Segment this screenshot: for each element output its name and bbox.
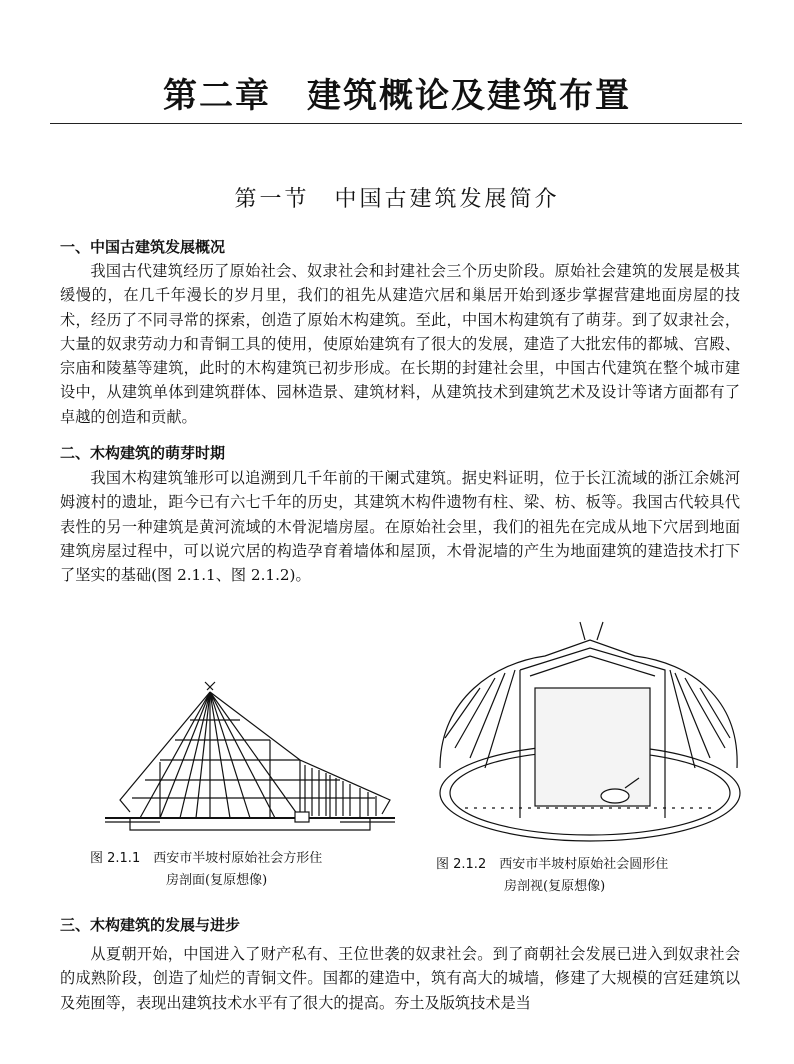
figure-caption-1 — [90, 848, 322, 892]
square-dwelling-section-illustration — [100, 680, 400, 840]
figure-number-1: 图 2.1.1 — [90, 851, 141, 866]
subsection-paragraph-1: 我国古代建筑经历了原始社会、奴隶社会和封建社会三个历史阶段。原始社会建筑的发展是极其缓慢的，在几千年漫长的岁月里，我们的祖先从建造穴居和巢居开始到逐步掌握营建地面房屋的技术，经历了不同寻常的探索，创造了原始木构建筑。至此，中国木构建筑有了萌芽。到了奴隶社会，大量的奴隶劳动力和青铜工具的使用，使原始建筑有了很大的发展，建造了大批宏伟的都城、宫殿、宗庙和陵墓等建筑，此时的木构建筑已初步形成。在长期的封建社会里，中国古代建筑在整个城市建设中，从建筑单体到建筑群体、园林造景、建筑材料，从建筑技术到建筑艺术及设计等诸方面都有了卓越的创造和贡献。 — [60, 262, 740, 426]
chapter-title: 第二章 建筑概论及建筑布置 — [163, 76, 631, 116]
figure-caption-2-line-2: 房剖视(复原想像) — [504, 879, 606, 894]
round-dwelling-section-illustration — [425, 618, 745, 846]
subsection-paragraph-2: 我国木构建筑雏形可以追溯到几千年前的干阑式建筑。据史料证明，位于长江流域的浙江余姚河姆渡村的遗址，距今已有六七千年的历史，其建筑木构件遗物有柱、梁、枋、板等。我国古代较具代表性的另一种建筑是黄河流域的木骨泥墙房屋。在原始社会里，我们的祖先在完成从地下穴居到地面建筑房屋过程中，可以说穴居的构造孕育着墙体和屋顶，木骨泥墙的产生为地面建筑的建造技术打下了坚实的基础(图 2.1.1、图 2.1.2)。 — [60, 469, 740, 585]
chapter-divider — [50, 123, 742, 124]
figure-caption-2 — [436, 854, 668, 898]
figure-number-2: 图 2.1.2 — [436, 857, 487, 872]
figure-caption-1-line-1: 西安市半坡村原始社会方形住 — [153, 851, 323, 866]
figure-caption-2-line-1: 西安市半坡村原始社会圆形住 — [499, 857, 669, 872]
subsection-heading-2: 二、木构建筑的萌芽时期 — [60, 444, 226, 462]
subsection-heading-1: 一、中国古建筑发展概况 — [60, 238, 226, 256]
subsection-heading-3: 三、木构建筑的发展与进步 — [60, 916, 241, 934]
section-title: 第一节 中国古建筑发展简介 — [234, 187, 560, 212]
subsection-paragraph-3: 从夏朝开始，中国进入了财产私有、王位世袭的奴隶社会。到了商朝社会发展已进入到奴隶社会的成熟阶段，创造了灿烂的青铜文件。国都的建造中，筑有高大的城墙，修建了大规模的宫廷建筑以及苑囿等，表现出建筑技术水平有了很大的提高。夯土及版筑技术是当 — [60, 945, 740, 1012]
figure-caption-1-line-2: 房剖面(复原想像) — [166, 873, 268, 888]
